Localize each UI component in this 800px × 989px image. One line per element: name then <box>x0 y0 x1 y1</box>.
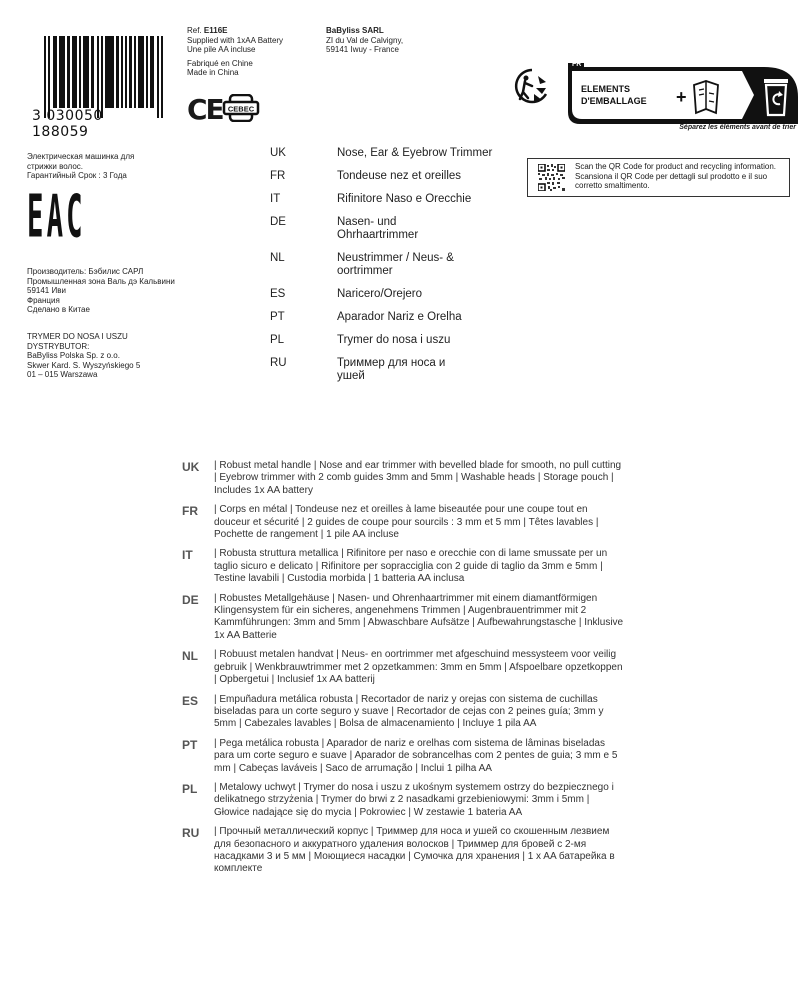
feature-block <box>182 826 627 876</box>
product-name-row <box>270 288 510 301</box>
recycling-plus: + <box>676 87 687 107</box>
lang-code: PT <box>270 311 285 323</box>
dist-line-3: BaByliss Polska Sp. z o.o. <box>27 351 120 360</box>
product-name-row <box>270 170 510 183</box>
ref-block <box>187 26 283 78</box>
feature-text: | Robusta struttura metallica | Rifinitore per naso e orecchie con di lame smussate per un taglio sicuro e delicato | Rifinitore per sopracciglia con 2 guide di taglio da 3mm e 5mm | Testine lavabili | Custodia morbida | 1 batteria AA inclusa <box>214 548 608 585</box>
product-name: Trymer do nosa i uszu <box>337 334 451 346</box>
qr-code-icon[interactable] <box>538 164 565 191</box>
feature-lang-code: RU <box>182 826 200 841</box>
feature-lang-code: ES <box>182 693 199 708</box>
made-in-en: Made in China <box>187 68 239 77</box>
product-name: Rifinitore Naso e Orecchie <box>337 193 472 205</box>
recycling-line-2: D'EMBALLAGE <box>581 96 647 106</box>
feature-block <box>182 548 627 585</box>
ce-mark-icon: CE <box>187 93 223 126</box>
feature-text: | Robustes Metallgehäuse | Nasen- und Ohrenhaartrimmer mit einem diamantförmigen Klingensystem für ein sicheres, angenehmens Trimmen | Augenbrauentrimmer mit 2 Kammführungen: 3mm and 5mm | Abwaschbare Aufsätze | Aufbewahrungstasche | Inklusive 1x AA Batterie <box>214 592 624 641</box>
russian-product-info <box>27 152 247 181</box>
battery-fr: Une pile AA incluse <box>187 45 256 54</box>
feature-text: | Robuust metalen handvat | Neus- en oortrimmer met afgeschuind messysteem voor veilig gebruik | Wenkbrauwtrimmer met 2 opzetkammen: 3mm en 5mm | Afspoelbare opzetkoppen | Opbergetui | Inclusief 1x AA batterij <box>214 649 623 686</box>
qr-info-box <box>527 158 790 197</box>
feature-lang-code: IT <box>182 548 193 563</box>
lang-code: UK <box>270 147 286 159</box>
feature-block <box>182 738 627 775</box>
product-name-row <box>270 311 510 324</box>
dist-line-5: 01 – 015 Warszawa <box>27 370 98 379</box>
polish-distributor <box>27 332 257 380</box>
maker-line-2: Промышленная зона Валь дэ Кальвини <box>27 276 175 286</box>
dist-line-4: Skwer Kard. S. Wyszyńskiego 5 <box>27 360 141 370</box>
ref-value: E116E <box>203 26 228 35</box>
feature-text: | Pega metálica robusta | Aparador de nariz e orelhas com sistema de lâminas biseladas para um corte seguro e suave | Aparador de sobrancelhas com 2 pentes de guia; 3 mm e 5 mm | Cabeças laváveis | Saco de arrumação | Inclui 1 pilha AA <box>214 737 618 774</box>
feature-block <box>182 593 627 643</box>
product-name: Nose, Ear & Eyebrow Trimmer <box>337 147 493 159</box>
features-list <box>182 460 627 883</box>
feature-text: | Metalowy uchwyt | Trymer do nosa i uszu z ukośnym systemem ostrzy do bezpiecznego i delikatnego strzyżenia | Trymer do brwi z 2 nasadkami grzebieniowymi: 3mm i 5mm | Głowice nadające się do mycia | Pokrowiec | W zestawie 1 bateria AA <box>214 781 614 818</box>
product-names-list <box>270 147 510 393</box>
product-name: Nasen- und Ohrhaartrimmer <box>337 216 419 241</box>
feature-lang-code: FR <box>182 504 198 519</box>
lang-code: FR <box>270 170 286 182</box>
feature-lang-code: UK <box>182 460 200 474</box>
recycling-country: FR <box>572 61 582 68</box>
qr-info-text: Scan the QR Code for product and recycling information. Scansiona il QR Code per dettagli sul prodotto e il suo corretto smaltimento. <box>575 162 776 190</box>
cebec-mark-icon <box>222 94 260 122</box>
company-name: BaByliss SARL <box>326 26 384 35</box>
barcode <box>32 36 164 140</box>
eac-mark-icon <box>27 184 91 252</box>
manufacturer-ru <box>27 267 257 315</box>
product-name: Naricero/Orejero <box>337 288 422 300</box>
ref-label: Ref. <box>187 26 202 35</box>
battery-en: Supplied with 1xAA Battery <box>187 35 284 45</box>
company-address-2: 59141 Iwuy - France <box>326 45 399 54</box>
ru-info-line-1: Электрическая машинка для <box>27 152 135 161</box>
product-name: Aparador Nariz e Orelha <box>337 311 462 323</box>
maker-line-5: Сделано в Китае <box>27 305 90 314</box>
recycling-line-1: ELEMENTS <box>581 84 631 94</box>
product-name: Триммер для носа и ушей <box>337 357 446 382</box>
product-name: Tondeuse nez et oreilles <box>337 170 462 182</box>
dist-line-1: TRYMER DO NOSA I USZU <box>27 332 128 341</box>
ru-info-line-3: Гарантийный Срок : 3 Года <box>27 171 127 180</box>
product-name: Neustrimmer / Neus- & oortrimmer <box>337 252 454 277</box>
lang-code: ES <box>270 288 286 300</box>
feature-block <box>182 504 627 541</box>
dist-line-2: DYSTRYBUTOR: <box>27 341 90 351</box>
barcode-bars <box>44 36 164 118</box>
feature-block <box>182 649 627 686</box>
feature-text: | Robust metal handle | Nose and ear trimmer with bevelled blade for smooth, no pull cutting | Eyebrow trimmer with 2 comb guides 3mm and 5mm | Washable heads | Storage pouch | Includes 1x AA battery <box>214 460 622 496</box>
maker-line-4: Франция <box>27 295 60 305</box>
lang-code: RU <box>270 357 287 369</box>
recycling-info-banner <box>566 57 800 125</box>
feature-text: | Прочный металлический корпус | Триммер для носа и ушей со скошенным лезвием для безопасного и аккуратного удаления волосков | Триммер для бровей с 2-мя насадками 3 и 5 мм | Моющиеся насадки | Сумочка для хранения | 1 x AA батарейка в комплекте <box>214 826 615 875</box>
feature-lang-code: PL <box>182 781 198 796</box>
triman-logo-icon <box>512 66 552 106</box>
lang-code: NL <box>270 252 285 264</box>
feature-lang-code: DE <box>182 592 199 607</box>
product-name-row <box>270 147 510 160</box>
feature-text: | Corps en métal | Tondeuse nez et oreilles à lame biseautée pour une coupe tout en douceur et sécurité | 2 guides de coupe pour sourcils : 3 mm et 5 mm | Têtes lavables | Pochette de rangement | 1 pile AA incluse <box>214 504 599 541</box>
cebec-label: CEBEC <box>227 104 255 114</box>
ru-info-line-2: стрижки волос. <box>27 161 83 171</box>
barcode-number: 3 030050 188059 <box>32 108 103 140</box>
maker-line-3: 59141 Иви <box>27 286 66 295</box>
company-block <box>326 26 403 55</box>
company-address-1: ZI du Val de Calvigny, <box>326 35 404 45</box>
feature-text: | Empuñadura metálica robusta | Recortador de nariz y orejas con sistema de cuchillas biseladas para un corte seguro y suave | Recortador de cejas con 2 peines guía; 3mm y 5mm | Cabezales lavables | Bolsa de almacenamiento | Incluye 1 pila AA <box>214 693 604 730</box>
lang-code: IT <box>270 193 281 205</box>
product-name-row <box>270 216 510 242</box>
lang-code: PL <box>270 334 285 346</box>
feature-block <box>182 782 627 819</box>
feature-block <box>182 460 627 497</box>
product-name-row <box>270 357 510 383</box>
maker-line-1: Производитель: Бэбилис САРЛ <box>27 267 144 276</box>
recycling-note: Séparez les éléments avant de trier <box>679 124 796 131</box>
feature-lang-code: NL <box>182 649 198 664</box>
feature-block <box>182 694 627 731</box>
lang-code: DE <box>270 216 286 228</box>
leaflet-icon <box>694 81 718 113</box>
product-name-row <box>270 193 510 206</box>
product-name-row <box>270 334 510 347</box>
eac-label: EAC <box>27 184 86 252</box>
made-in-fr: Fabriqué en Chine <box>187 58 253 68</box>
product-name-row <box>270 252 510 278</box>
feature-lang-code: PT <box>182 737 198 752</box>
